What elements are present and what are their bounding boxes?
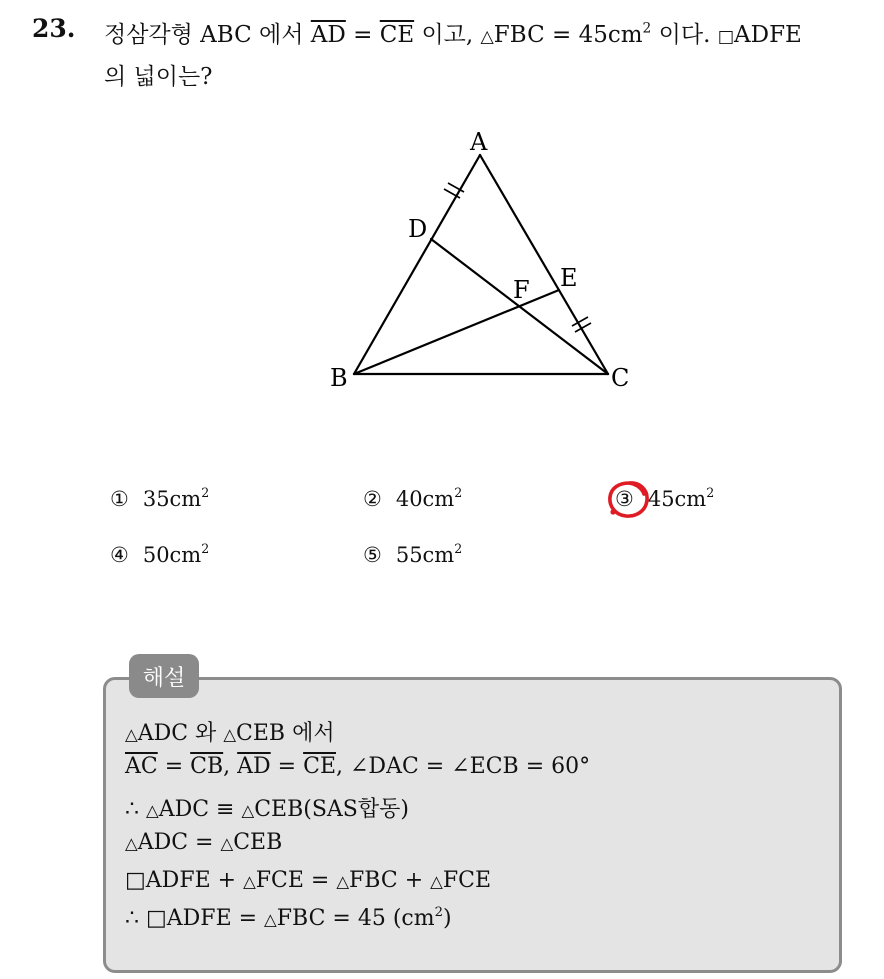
segment-ce: $\overline{CE}$ (379, 22, 415, 48)
solution-text: FCE (442, 868, 492, 893)
therefore-symbol: ∴ (125, 797, 146, 822)
triangle-icon: △ (480, 27, 494, 47)
label-e: E (560, 264, 578, 292)
solution-text: FBC + (349, 868, 431, 893)
question-text: 정삼각형 ABC 에서 (104, 22, 311, 48)
triangle-icon: △ (430, 872, 443, 891)
exponent: 2 (642, 20, 652, 37)
choice-number: ④ (110, 543, 129, 567)
solution-tab: 해설 (129, 654, 199, 698)
side-ac (480, 155, 608, 374)
segment-ac: $\overline{AC}$ (125, 754, 158, 779)
solution-text: CEB 에서 (236, 721, 335, 746)
answer-circle-icon (602, 474, 654, 526)
solution-text: □ADFE + (125, 868, 244, 893)
triangle-icon: △ (243, 872, 256, 891)
triangle-figure (320, 120, 660, 400)
solution-line-1 (125, 716, 335, 747)
answer-circle-stroke (610, 483, 647, 516)
solution-text: = (270, 754, 304, 779)
solution-line-4 (125, 830, 282, 855)
choice-value: 55cm (395, 543, 455, 567)
solution-text: = (157, 754, 191, 779)
label-a: A (470, 128, 488, 156)
choice-4[interactable] (110, 543, 209, 567)
segment-ad: $\overline{AD}$ (310, 22, 346, 48)
question-line-1 (104, 16, 802, 49)
triangle-icon: △ (336, 872, 350, 891)
choice-value: 50cm (142, 543, 202, 567)
equals-sign: = (345, 22, 380, 48)
triangle-icon: △ (241, 801, 255, 820)
solution-line-2 (125, 754, 590, 779)
solution-text: , (223, 754, 238, 779)
question-text: 이다. (651, 22, 718, 48)
label-d: D (408, 215, 428, 243)
choice-value: 45cm (647, 487, 707, 511)
label-f: F (513, 276, 530, 304)
solution-text: ∴ □ADFE = (125, 906, 265, 931)
choice-number: ⑤ (363, 543, 382, 567)
solution-text: ADC = (137, 830, 221, 855)
exponent: 2 (454, 485, 463, 501)
tick-marks (444, 183, 591, 332)
solution-line-6 (125, 906, 452, 931)
exponent: 2 (201, 541, 210, 557)
choice-2[interactable] (363, 487, 462, 511)
triangle-icon: △ (125, 725, 138, 744)
triangle-icon: △ (220, 834, 234, 853)
exponent: 2 (706, 485, 715, 501)
triangle-icon: △ (125, 834, 138, 853)
choice-number: ③ (615, 487, 634, 511)
exponent: 2 (434, 904, 443, 920)
segment-ad: $\overline{AD}$ (237, 754, 271, 779)
solution-text: FBC = 45 (cm (276, 906, 435, 931)
question-text: FBC = 45cm (493, 22, 643, 48)
question-text: 이고, (414, 22, 481, 48)
choice-value: 35cm (142, 487, 202, 511)
choice-1[interactable] (110, 487, 209, 511)
triangle-icon: △ (264, 910, 277, 929)
side-ab (354, 155, 480, 374)
choice-5[interactable] (363, 543, 462, 567)
solution-line-5 (125, 868, 491, 893)
choice-value: 40cm (395, 487, 455, 511)
solution-text: FCE = (255, 868, 337, 893)
square-icon: □ (717, 27, 735, 47)
label-c: C (611, 364, 630, 392)
solution-text: ADC ≡ (158, 797, 242, 822)
answer-circle-dot (610, 509, 615, 514)
question-line-2: 의 넓이는? (104, 64, 213, 90)
solution-line-3 (125, 792, 409, 823)
solution-text: ADC 와 (137, 721, 224, 746)
solution-text: CEB(SAS합동) (254, 797, 409, 822)
segment-ce: $\overline{CE}$ (303, 754, 337, 779)
exponent: 2 (454, 541, 463, 557)
solution-text: ) (443, 906, 452, 931)
choice-number: ② (363, 487, 382, 511)
triangle-icon: △ (223, 725, 237, 744)
segment-cb: $\overline{CB}$ (190, 754, 224, 779)
question-text: ADFE (734, 22, 802, 48)
triangle-icon: △ (146, 801, 159, 820)
exponent: 2 (201, 485, 210, 501)
choice-number: ① (110, 487, 129, 511)
solution-text: CEB (233, 830, 283, 855)
label-b: B (330, 364, 348, 392)
question-number: 23. (32, 14, 76, 43)
solution-text: , ∠DAC = ∠ECB = 60° (336, 754, 591, 779)
